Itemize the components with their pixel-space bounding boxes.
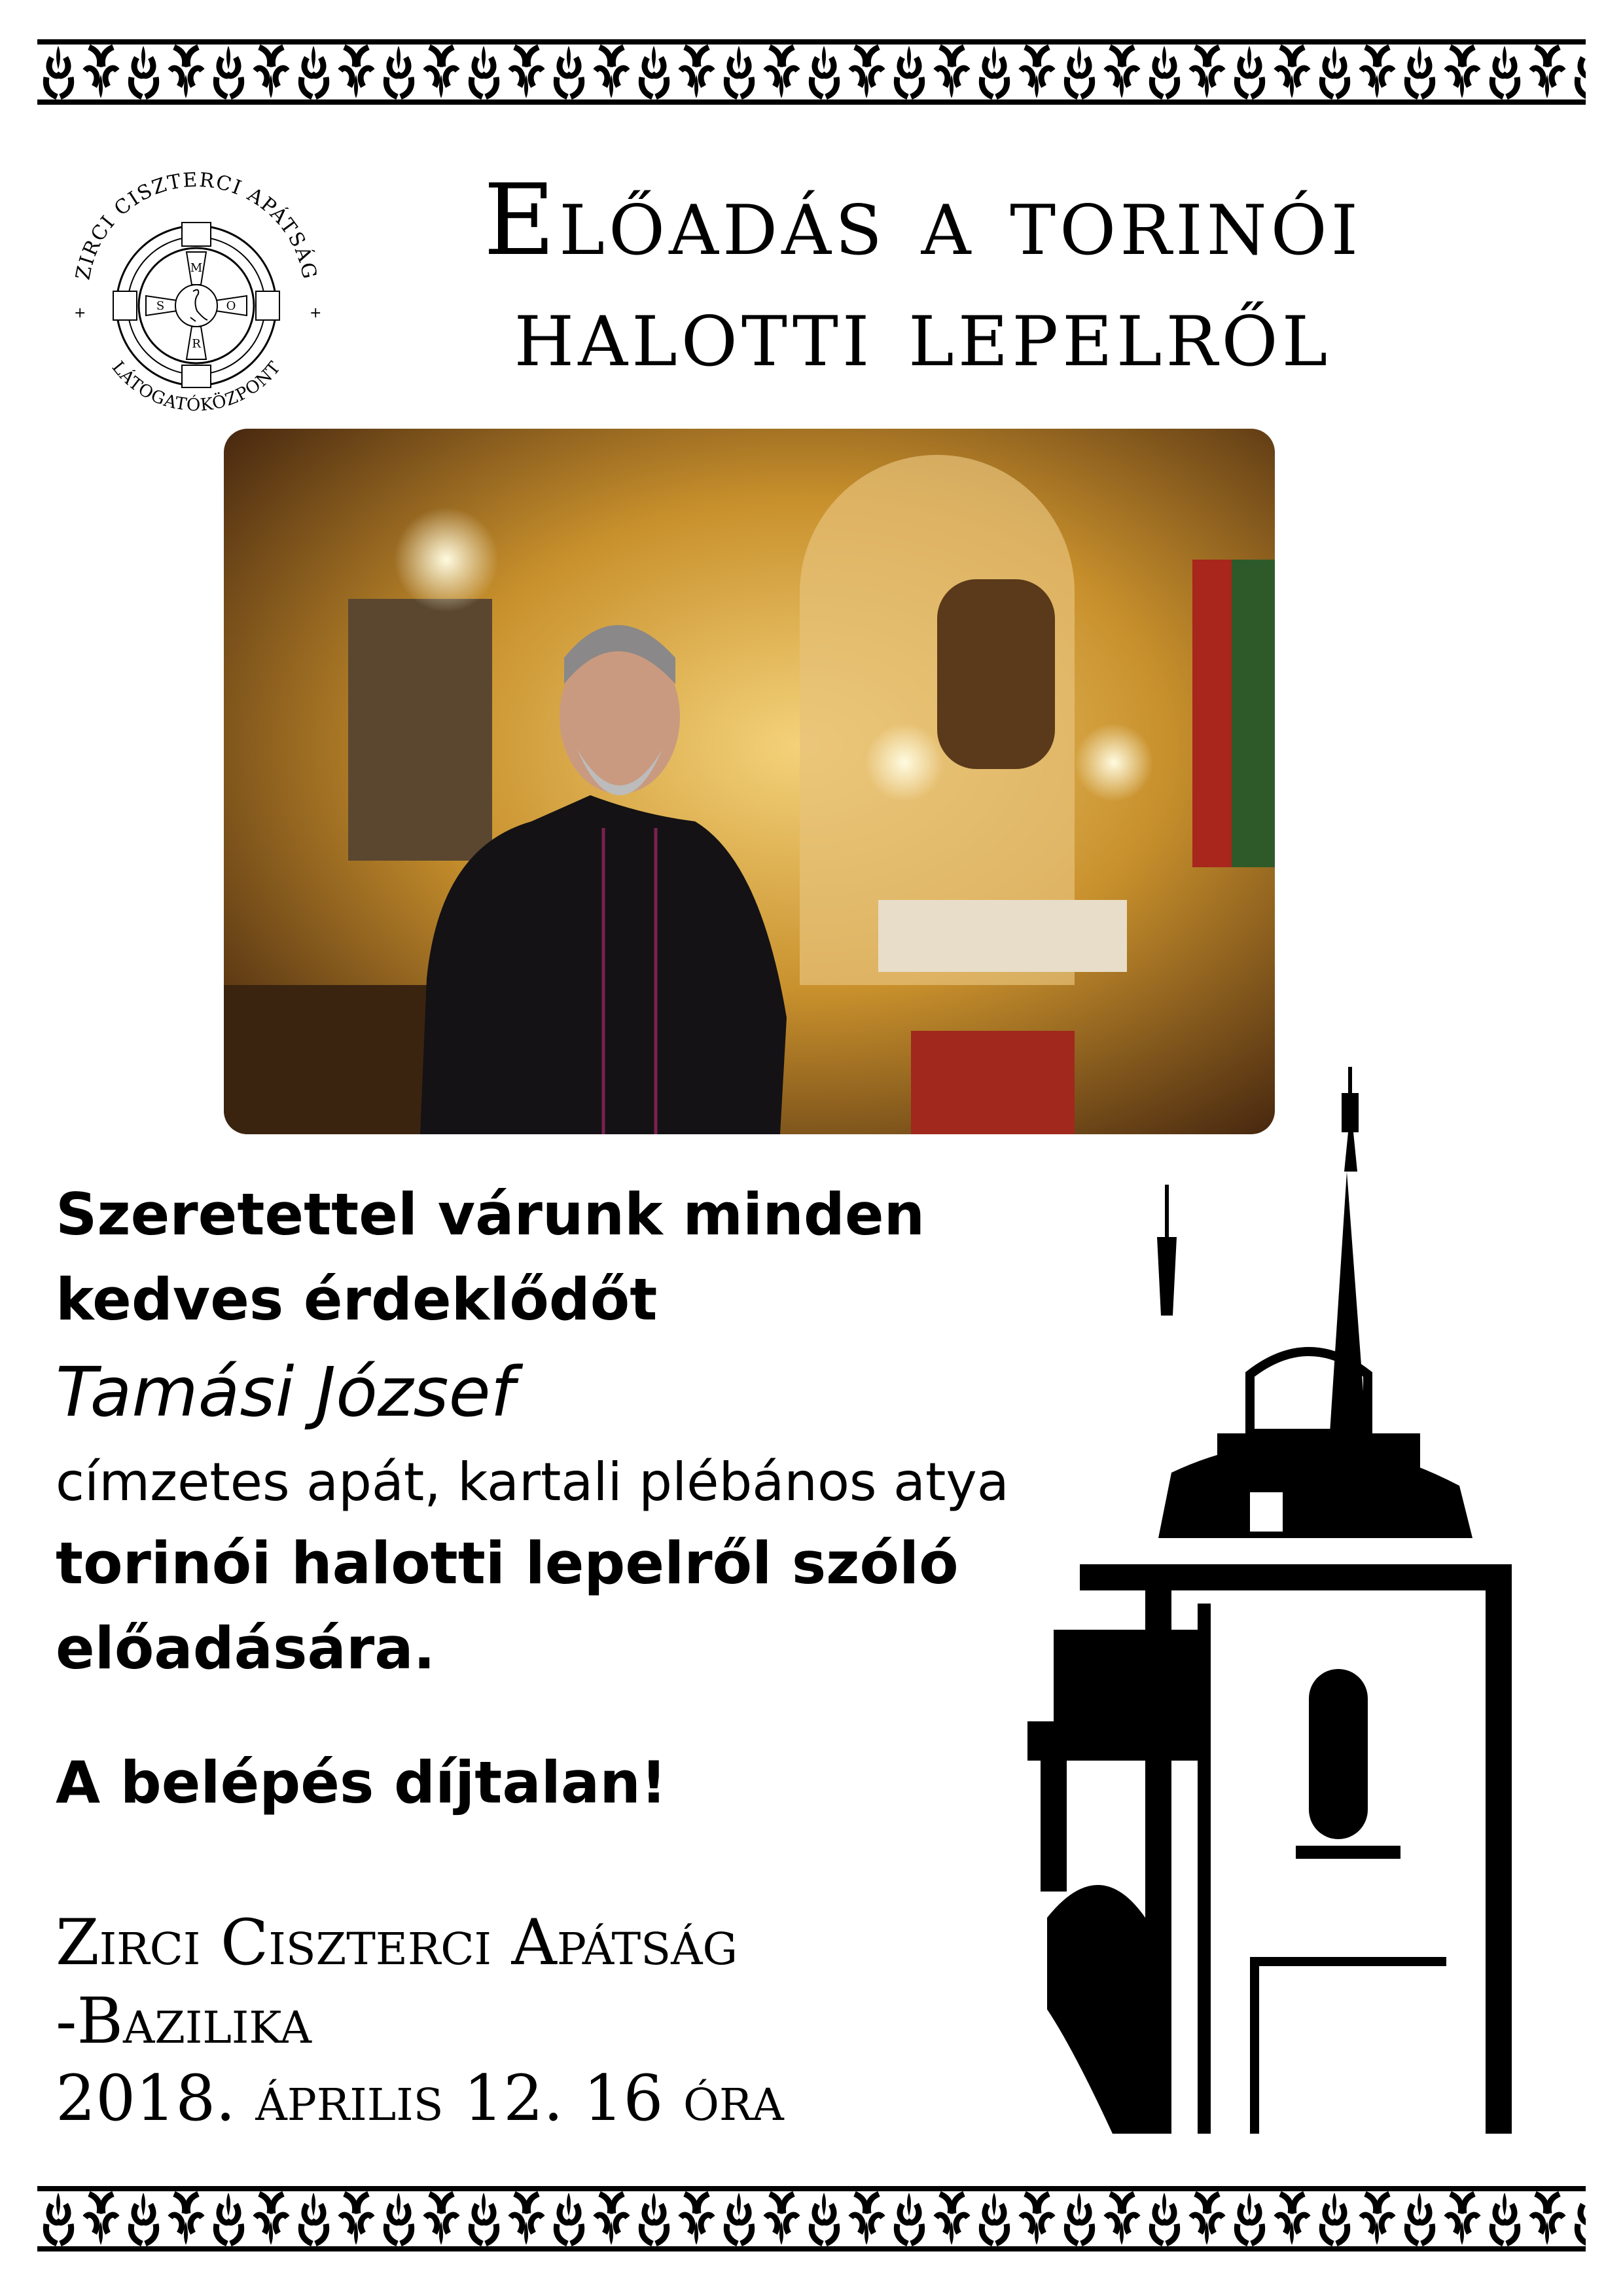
basilica-tower-silhouette <box>1001 1067 1538 2134</box>
svg-text:M: M <box>190 261 203 275</box>
speaker-title: címzetes apát, kartali plébános atya <box>56 1452 1009 1513</box>
free-entry-notice: A belépés díjtalan! <box>56 1749 668 1816</box>
speaker-name: Tamási József <box>56 1352 515 1432</box>
invitation-line-2: kedves érdeklődőt <box>56 1266 658 1333</box>
invitation-line-1: Szeretettel várunk minden <box>56 1181 925 1248</box>
svg-text:ZIRCI CISZTERCI APÁTSÁG: ZIRCI CISZTERCI APÁTSÁG <box>71 168 321 282</box>
svg-text:O: O <box>226 299 236 313</box>
svg-text:R: R <box>192 337 201 351</box>
venue-line-2: -Bazilika <box>56 1984 312 2058</box>
lecture-topic-line-1: torinói halotti lepelről szóló <box>56 1530 959 1597</box>
ornamental-border-top <box>37 38 1586 106</box>
title-line-1: Előadás a torinói <box>483 164 1363 278</box>
svg-text:LÁTOGATÓKÖZPONT: LÁTOGATÓKÖZPONT <box>107 357 285 416</box>
event-datetime: 2018. április 12. 16 óra <box>56 2062 784 2135</box>
svg-text:+: + <box>74 305 86 321</box>
abbey-visitor-center-logo <box>62 154 330 422</box>
svg-text:+: + <box>310 305 322 321</box>
title-line-2: halotti lepelről <box>514 275 1332 389</box>
ornamental-border-bottom <box>37 2185 1586 2253</box>
venue-line-1: Zirci Ciszterci Apátság <box>56 1906 738 1979</box>
lecture-topic-line-2: előadására. <box>56 1615 436 1682</box>
svg-text:S: S <box>156 299 165 313</box>
speaker-photo <box>224 429 1275 1134</box>
